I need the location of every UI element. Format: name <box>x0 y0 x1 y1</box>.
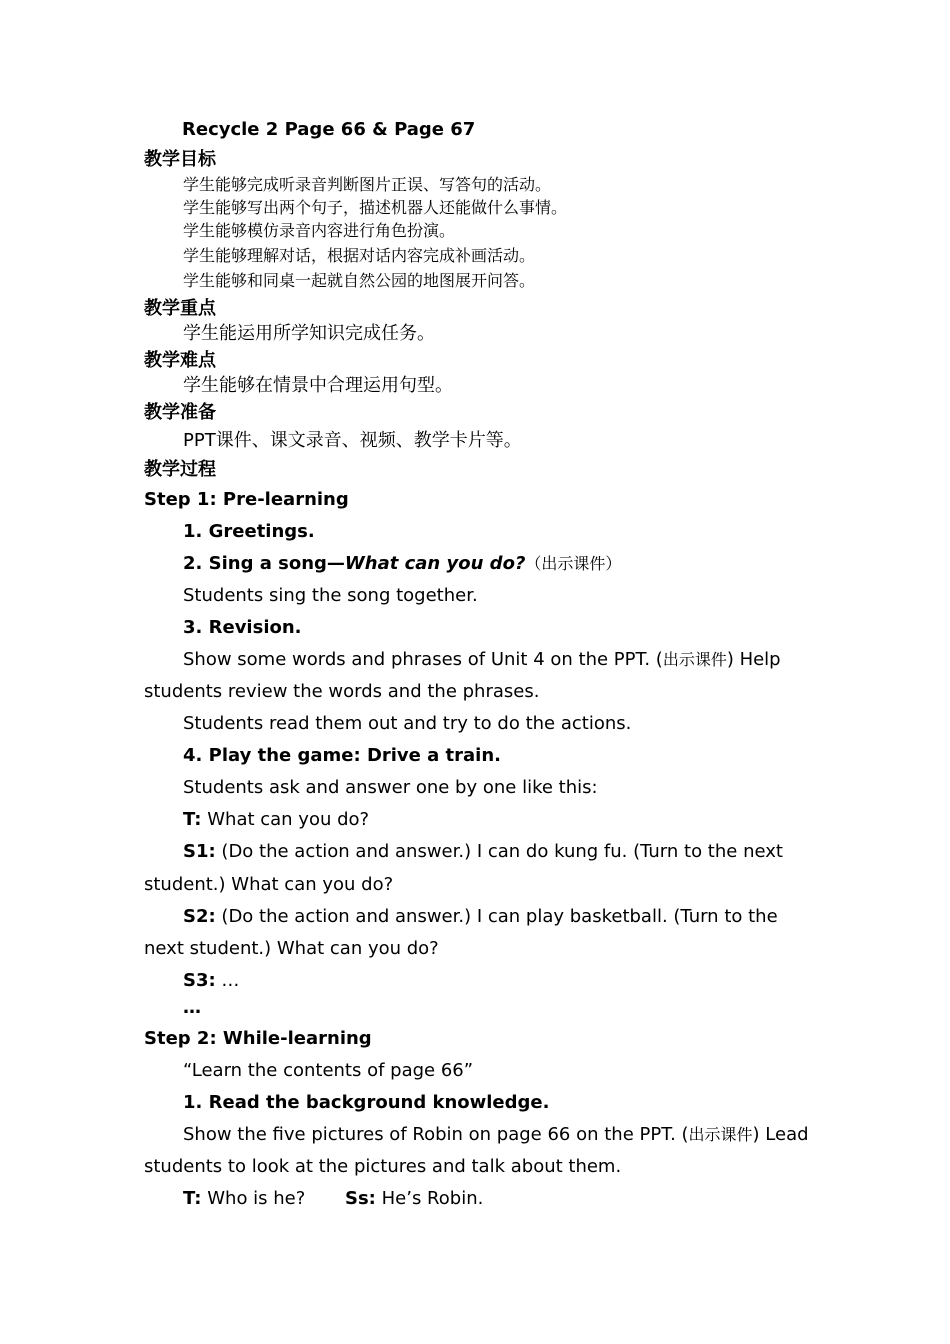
speaker-label: S1: <box>183 841 216 862</box>
speaker-label: Ss: <box>345 1188 376 1209</box>
step2-note: 出示课件 <box>688 1125 753 1144</box>
difficulties-heading: 教学难点 <box>144 350 216 371</box>
step2-item1: 1. Read the background knowledge. <box>183 1092 550 1113</box>
goal-item: 学生能够理解对话，根据对话内容完成补画活动。 <box>183 246 536 265</box>
step1-item3-line3: Students read them out and try to do the actions. <box>183 713 632 734</box>
item3-note: 出示课件 <box>662 650 727 669</box>
key-points-heading: 教学重点 <box>144 298 216 319</box>
goal-item: 学生能够模仿录音内容进行角色扮演。 <box>183 221 456 240</box>
step1-item2-desc: Students sing the song together. <box>183 585 478 606</box>
process-heading: 教学过程 <box>144 459 216 480</box>
dialogue-line <box>183 970 239 992</box>
dialogue-text: Who is he? <box>207 1188 306 1209</box>
goal-item: 学生能够写出两个句子，描述机器人还能做什么事情。 <box>183 198 568 217</box>
preparation-text: PPT课件、课文录音、视频、教学卡片等。 <box>183 430 522 451</box>
step1-item3-line2: students review the words and the phrases. <box>144 681 540 702</box>
step2-item1-line2: students to look at the pictures and talk about them. <box>144 1156 622 1177</box>
difficulties-text: 学生能够在情景中合理运用句型。 <box>183 375 453 396</box>
step2-item1-line1 <box>183 1124 809 1146</box>
dialogue-text: (Do the action and answer.) I can do kung fu. (Turn to the next <box>221 841 783 862</box>
goal-item: 学生能够和同桌一起就自然公园的地图展开问答。 <box>183 271 536 290</box>
speaker-label: T: <box>183 1188 202 1209</box>
dialogue-text: What can you do? <box>207 809 370 830</box>
step2-quote: “Learn the contents of page 66” <box>183 1060 474 1081</box>
item3-text-a: Show some words and phrases of Unit 4 on the PPT. ( <box>183 649 663 670</box>
step1-item2 <box>183 553 621 575</box>
step2-title: Step 2: While-learning <box>144 1028 372 1049</box>
dialogue-line <box>183 841 783 863</box>
step1-title: Step 1: Pre-learning <box>144 489 349 510</box>
step2-text-b: ) Lead <box>752 1124 809 1145</box>
step2-text-a: Show the five pictures of Robin on page 66 on the PPT. ( <box>183 1124 689 1145</box>
step1-item4-desc: Students ask and answer one by one like this: <box>183 777 598 798</box>
step1-item3: 3. Revision. <box>183 617 302 638</box>
dialogue-line <box>183 809 369 831</box>
item2-note: （出示课件） <box>525 554 622 573</box>
dialogue-text: He’s Robin. <box>381 1188 484 1209</box>
goals-heading: 教学目标 <box>144 149 216 170</box>
dialogue-text: … <box>221 970 240 991</box>
step1-item1: 1. Greetings. <box>183 521 315 542</box>
speaker-label: S2: <box>183 906 216 927</box>
speaker-label: T: <box>183 809 202 830</box>
dialogue-continuation: next student.) What can you do? <box>144 938 439 959</box>
item2-prefix: 2. Sing a song— <box>183 553 345 574</box>
key-points-text: 学生能运用所学知识完成任务。 <box>183 323 435 344</box>
dialogue-continuation: student.) What can you do? <box>144 874 394 895</box>
ellipsis: … <box>183 997 201 1018</box>
dialogue-line <box>183 906 778 928</box>
item3-text-b: ) Help <box>726 649 781 670</box>
goal-item: 学生能够完成听录音判断图片正误、写答句的活动。 <box>183 175 552 194</box>
step1-item3-line1 <box>183 649 781 671</box>
dialogue-line <box>183 1188 305 1210</box>
dialogue-text: (Do the action and answer.) I can play basketball. (Turn to the <box>221 906 778 927</box>
step1-item4: 4. Play the game: Drive a train. <box>183 745 501 766</box>
preparation-heading: 教学准备 <box>144 402 216 423</box>
lesson-title: Recycle 2 Page 66 & Page 67 <box>182 119 476 140</box>
item2-song: What can you do? <box>344 553 526 574</box>
speaker-label: S3: <box>183 970 216 991</box>
dialogue-line <box>345 1188 483 1210</box>
